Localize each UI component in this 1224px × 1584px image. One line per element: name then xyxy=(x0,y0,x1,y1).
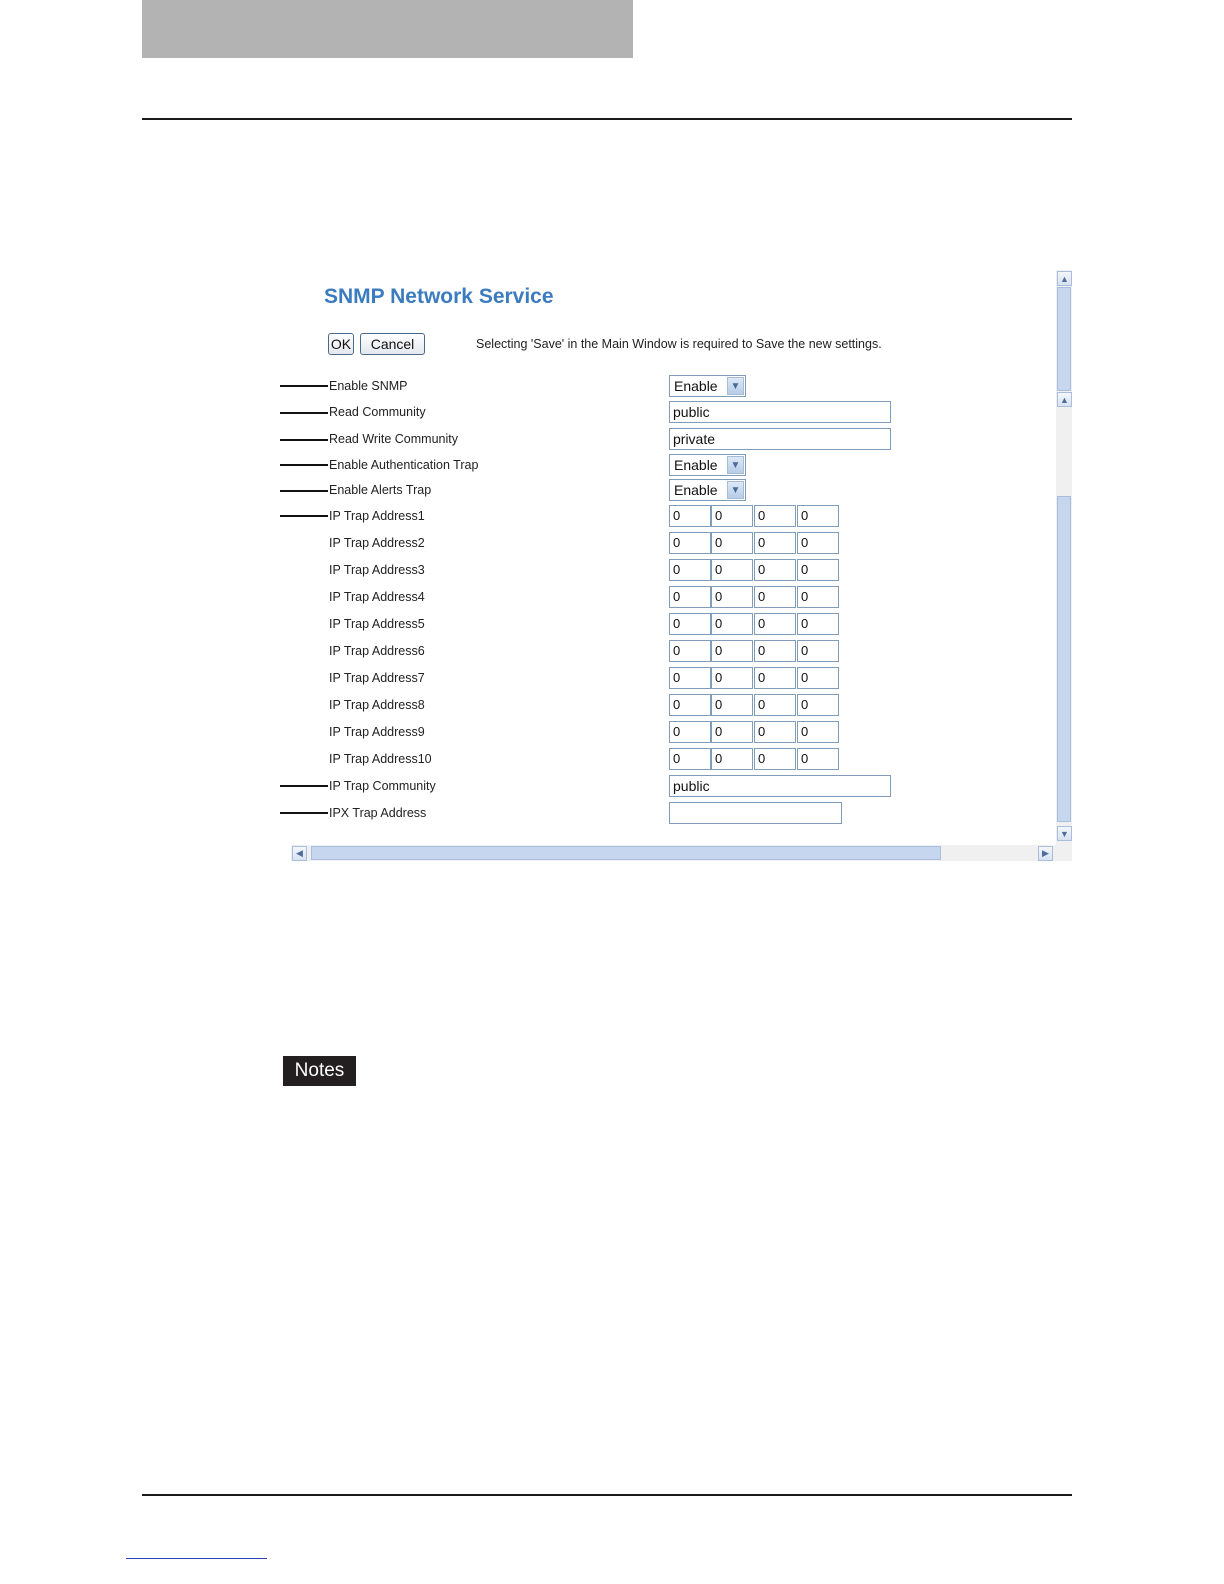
callout-line xyxy=(280,464,328,466)
enable-snmp-value: Enable xyxy=(674,378,718,394)
ip-trap-octet-input[interactable]: 0 xyxy=(711,559,753,581)
callout-line xyxy=(280,385,328,387)
ip-trap-address-label: IP Trap Address4 xyxy=(329,590,425,604)
ip-trap-octet-input[interactable]: 0 xyxy=(669,505,711,527)
enable-snmp-label: Enable SNMP xyxy=(329,379,408,393)
arrow-left-icon[interactable]: ◀ xyxy=(292,846,307,861)
ip-trap-octet-input[interactable]: 0 xyxy=(669,667,711,689)
ip-trap-octet-input[interactable]: 0 xyxy=(669,640,711,662)
snmp-settings-screenshot xyxy=(291,270,1072,861)
ip-trap-octet-input[interactable]: 0 xyxy=(711,505,753,527)
chevron-down-icon: ▼ xyxy=(727,456,744,474)
ip-trap-octet-input[interactable]: 0 xyxy=(754,667,796,689)
vertical-scrollbar[interactable] xyxy=(1056,270,1072,845)
ip-trap-address-label: IP Trap Address3 xyxy=(329,563,425,577)
page-title: SNMP Network Service xyxy=(324,285,554,308)
ip-trap-octet-input[interactable]: 0 xyxy=(669,613,711,635)
ip-trap-octet-input[interactable]: 0 xyxy=(754,586,796,608)
ip-trap-address-label: IP Trap Address9 xyxy=(329,725,425,739)
ip-trap-octet-input[interactable]: 0 xyxy=(797,748,839,770)
scroll-thumb[interactable] xyxy=(1057,287,1071,391)
callout-line xyxy=(280,515,328,517)
bottom-rule xyxy=(142,1494,1072,1496)
read-community-label: Read Community xyxy=(329,405,426,419)
ip-trap-octet-input[interactable]: 0 xyxy=(797,613,839,635)
ipx-trap-address-input[interactable] xyxy=(669,802,842,824)
ip-trap-octet-input[interactable]: 0 xyxy=(711,748,753,770)
chevron-down-icon: ▼ xyxy=(727,377,744,395)
callout-line xyxy=(280,490,328,492)
ip-trap-octet-input[interactable]: 0 xyxy=(754,694,796,716)
read-write-community-label: Read Write Community xyxy=(329,432,458,446)
ip-trap-octet-input[interactable]: 0 xyxy=(797,532,839,554)
ip-trap-octet-input[interactable]: 0 xyxy=(797,640,839,662)
ip-trap-octet-input[interactable]: 0 xyxy=(669,559,711,581)
read-write-community-input[interactable]: private xyxy=(669,428,891,450)
scroll-thumb[interactable] xyxy=(1057,496,1071,822)
ok-button[interactable]: OK xyxy=(328,333,354,355)
ip-trap-octet-input[interactable]: 0 xyxy=(669,721,711,743)
ip-trap-address-label: IP Trap Address6 xyxy=(329,644,425,658)
ip-trap-address-label: IP Trap Address5 xyxy=(329,617,425,631)
ip-trap-address-label: IP Trap Address10 xyxy=(329,752,432,766)
ip-trap-octet-input[interactable]: 0 xyxy=(797,694,839,716)
read-community-input[interactable]: public xyxy=(669,401,891,423)
enable-alerts-trap-label: Enable Alerts Trap xyxy=(329,483,432,497)
ip-trap-octet-input[interactable]: 0 xyxy=(754,559,796,581)
horizontal-scrollbar[interactable] xyxy=(291,845,1056,861)
enable-auth-trap-label: Enable Authentication Trap xyxy=(329,458,479,472)
ip-trap-octet-input[interactable]: 0 xyxy=(797,721,839,743)
ip-trap-octet-input[interactable]: 0 xyxy=(669,586,711,608)
chevron-down-icon: ▼ xyxy=(727,481,744,499)
enable-alerts-trap-value: Enable xyxy=(674,482,718,498)
ip-trap-octet-input[interactable]: 0 xyxy=(711,640,753,662)
ip-trap-octet-input[interactable]: 0 xyxy=(754,748,796,770)
ip-trap-octet-input[interactable]: 0 xyxy=(669,694,711,716)
header-band xyxy=(142,0,633,58)
ip-trap-octet-input[interactable]: 0 xyxy=(711,694,753,716)
arrow-right-icon[interactable]: ▶ xyxy=(1038,846,1053,861)
arrow-down-icon[interactable]: ▼ xyxy=(1057,826,1072,841)
enable-alerts-trap-select[interactable] xyxy=(669,479,746,501)
notes-badge: Notes xyxy=(283,1056,356,1086)
ip-trap-octet-input[interactable]: 0 xyxy=(754,532,796,554)
ip-trap-address-label: IP Trap Address2 xyxy=(329,536,425,550)
ip-trap-octet-input[interactable]: 0 xyxy=(711,613,753,635)
ip-trap-octet-input[interactable]: 0 xyxy=(711,721,753,743)
ip-trap-octet-input[interactable]: 0 xyxy=(669,532,711,554)
arrow-up-icon[interactable]: ▲ xyxy=(1057,271,1072,286)
top-rule xyxy=(142,118,1072,120)
cancel-button[interactable]: Cancel xyxy=(360,333,425,355)
callout-line xyxy=(280,412,328,414)
ip-trap-octet-input[interactable]: 0 xyxy=(754,505,796,527)
ip-trap-octet-input[interactable]: 0 xyxy=(754,721,796,743)
ip-trap-address-label: IP Trap Address8 xyxy=(329,698,425,712)
ip-trap-octet-input[interactable]: 0 xyxy=(711,532,753,554)
ip-trap-octet-input[interactable]: 0 xyxy=(711,667,753,689)
ip-trap-octet-input[interactable]: 0 xyxy=(797,586,839,608)
enable-auth-trap-select[interactable] xyxy=(669,454,746,476)
ip-trap-octet-input[interactable]: 0 xyxy=(754,613,796,635)
ip-trap-address-label: IP Trap Address7 xyxy=(329,671,425,685)
arrow-up-icon[interactable]: ▲ xyxy=(1057,392,1072,407)
ip-trap-octet-input[interactable]: 0 xyxy=(754,640,796,662)
ip-trap-octet-input[interactable]: 0 xyxy=(669,748,711,770)
ip-trap-octet-input[interactable]: 0 xyxy=(797,505,839,527)
callout-line xyxy=(280,785,328,787)
ip-trap-address-label: IP Trap Address1 xyxy=(329,509,425,523)
ip-trap-octet-input[interactable]: 0 xyxy=(797,559,839,581)
ipx-trap-address-label: IPX Trap Address xyxy=(329,806,427,820)
callout-line xyxy=(280,812,328,814)
scroll-thumb[interactable] xyxy=(311,846,941,860)
ip-trap-community-label: IP Trap Community xyxy=(329,779,436,793)
enable-auth-trap-value: Enable xyxy=(674,457,718,473)
ip-trap-community-input[interactable]: public xyxy=(669,775,891,797)
ip-trap-octet-input[interactable]: 0 xyxy=(797,667,839,689)
ip-trap-octet-input[interactable]: 0 xyxy=(711,586,753,608)
save-note: Selecting 'Save' in the Main Window is required to Save the new settings. xyxy=(476,337,882,351)
footer-link-underline xyxy=(126,1558,267,1559)
callout-line xyxy=(280,439,328,441)
enable-snmp-select[interactable] xyxy=(669,375,746,397)
scrollbar-corner xyxy=(1056,845,1072,861)
